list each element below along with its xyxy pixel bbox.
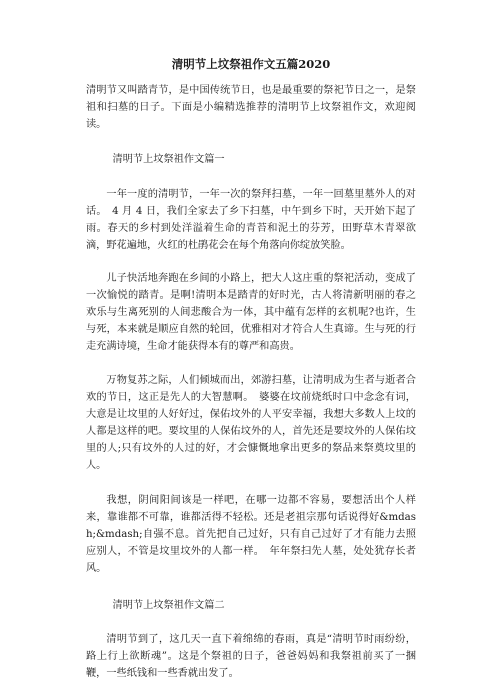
- section-1-paragraph-2: 儿子快活地奔跑在乡间的小路上，把大人这庄重的祭祀活动，变成了一次愉悦的踏青。是啊!清明本是踏青的好时光，古人将清新明丽的春之欢乐与生离死别的人间悲酸合为一体，其中蕴有怎样的玄机呢?也许，生与死，本来就是顺应自然的轮回，优雅相对才符合人生真谛。生与死的行走充满诗境，生命才能获得本有的尊严和高贵。: [86, 273, 416, 352]
- section-1-paragraph-1: 一年一度的清明节，一年一次的祭拜扫墓，一年一回墓里墓外人的对话。 4 月 4 日，我们全家去了乡下扫墓，中午到乡下时，天开始下起了雨。春天的乡村到处洋溢着生命的青苔和泥土的芬芳，田野草木青翠欲滴，野花遍地，火红的杜鹃花会在每个角落向你绽放笑脸。: [86, 189, 416, 251]
- section-1-paragraph-3: 万物复苏之际，人们倾城而出，郊游扫墓，让清明成为生者与逝者合欢的节日，这正是先人的大智慧啊。 婆婆在坟前烧纸时口中念念有词，大意是让坟里的人好好过，保佑坟外的人平安幸福，我想大多数人上坟的人都是这样的吧。要坟里的人保佑坟外的人，首先还是要坟外的人保佑坟里的人;只有坟外的人过的好，才会慷慨地拿出更多的祭品来祭奠坟里的人。: [86, 375, 416, 471]
- document-title: 清明节上坟祭祖作文五篇2020: [171, 57, 331, 71]
- section-2-paragraph-1: 清明节到了，这几天一直下着绵绵的春雨，真是“清明节时雨纷纷，路上行上欲断魂”。这是个祭祖的日子，爸爸妈妈和我祭祖前买了一捆鞭，一些纸钱和一些香就出发了。: [86, 634, 416, 679]
- section-heading-2: 清明节上坟祭祖作文篇二: [112, 600, 225, 611]
- section-heading-1: 清明节上坟祭祖作文篇一: [112, 154, 225, 165]
- section-1-paragraph-4: 我想，阴间阳间该是一样吧，在哪一边都不容易，要想活出个人样来，靠谁都不可靠，谁都活得不轻松。还是老祖宗那句话说得好&mdash;&mdash;自强不息。首先把自己过好，只有自己过好了才有能力去照应别人，不管是坟里坟外的人都一样。 年年祭扫先人墓，处处犹存长者风。: [86, 495, 416, 574]
- intro-paragraph: 清明节又叫踏青节，是中国传统节日，也是最重要的祭祀节日之一，是祭祖和扫墓的日子。下面是小编精选推荐的清明节上坟祭祖作文，欢迎阅读。: [86, 85, 416, 130]
